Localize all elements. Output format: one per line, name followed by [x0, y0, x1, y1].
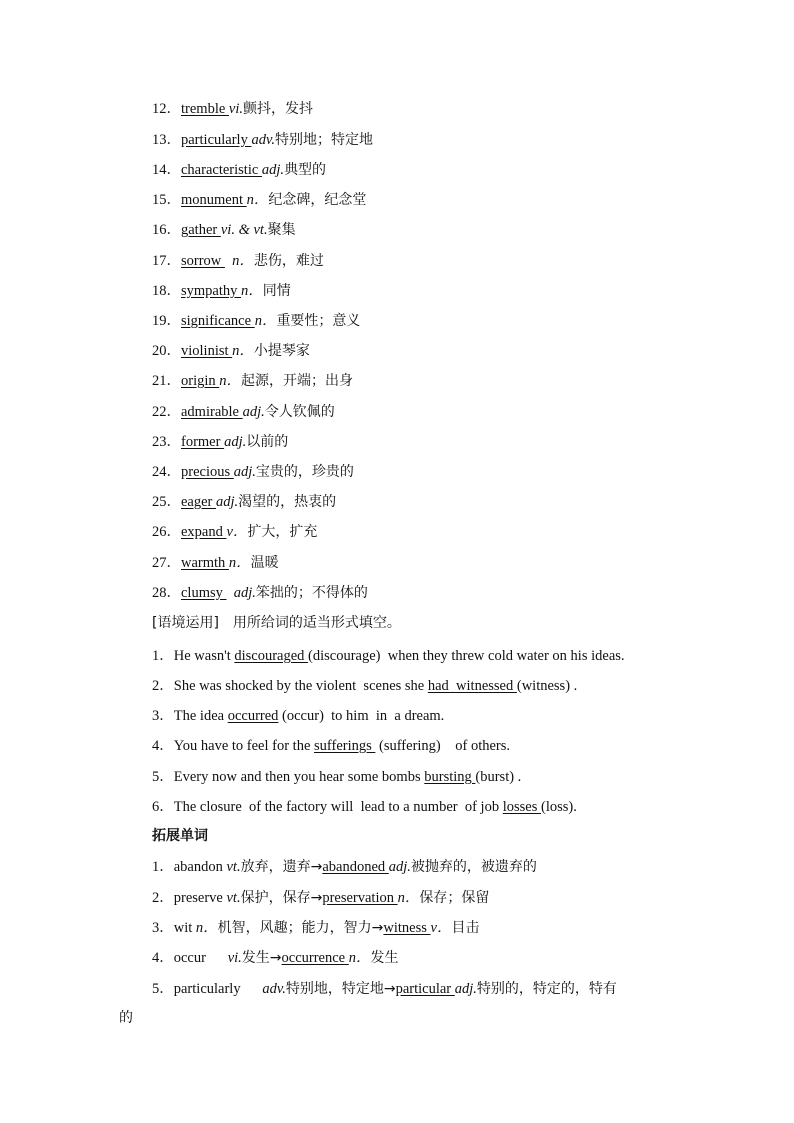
- vocab-item: 20．violinist n．小提琴家: [152, 343, 310, 359]
- vocab-item: 27．warmth n．温暖: [152, 555, 279, 571]
- exercise-item: 4．You have to feel for the sufferings (suffering) of others.: [152, 738, 511, 754]
- exercise-item: 2．She was shocked by the violent scenes she had witnessed (witness) .: [152, 678, 578, 694]
- answer-blank: sufferings: [314, 738, 376, 754]
- exercise-item: 1．He wasn't discouraged (discourage) when they threw cold water on his ideas.: [152, 648, 625, 664]
- expand-item: 2．preserve vt.保护，保存→preservation n．保存；保留: [152, 890, 490, 906]
- answer-blank: occurrence: [281, 950, 349, 966]
- vocab-word: warmth: [181, 555, 229, 571]
- vocab-word: violinist: [181, 343, 233, 359]
- vocab-word: significance: [181, 313, 255, 329]
- vocab-word: tremble: [181, 101, 229, 117]
- vocab-item: 26．expand v．扩大，扩充: [152, 524, 318, 540]
- answer-blank: preservation: [322, 890, 398, 906]
- exercise-item: 5．Every now and then you hear some bombs bursting (burst) .: [152, 769, 522, 785]
- section-heading-context: [语境运用] 用所给词的适当形式填空。: [152, 615, 401, 631]
- answer-blank: losses: [502, 799, 541, 815]
- answer-blank: had witnessed: [427, 678, 517, 694]
- section-heading-expand: 拓展单词: [152, 828, 208, 844]
- vocab-word: origin: [181, 373, 220, 389]
- vocab-word: former: [181, 434, 225, 450]
- vocab-item: 19．significance n．重要性；意义: [152, 313, 361, 329]
- vocab-item: 17．sorrow n．悲伤，难过: [152, 253, 324, 269]
- vocab-word: expand: [181, 524, 227, 540]
- expand-item: 4．occur vi.发生→occurrence n．发生: [152, 950, 399, 966]
- vocab-word: precious: [181, 464, 234, 480]
- vocab-item: 24．precious adj.宝贵的，珍贵的: [152, 464, 354, 480]
- answer-blank: discouraged: [234, 648, 309, 664]
- vocab-item: 22．admirable adj.令人钦佩的: [152, 404, 335, 420]
- vocab-word: characteristic: [181, 162, 262, 178]
- answer-blank: bursting: [424, 769, 476, 785]
- vocab-item: 13．particularly adv.特别地；特定地: [152, 132, 373, 148]
- vocab-word: sympathy: [181, 283, 242, 299]
- vocab-word: gather: [181, 222, 221, 238]
- expand-item: 3．wit n．机智，风趣；能力，智力→witness v．目击: [152, 920, 480, 936]
- vocab-word: sorrow: [181, 253, 225, 269]
- vocab-item: 21．origin n．起源，开端；出身: [152, 373, 354, 389]
- vocab-word: eager: [181, 494, 217, 510]
- answer-blank: occurred: [227, 708, 279, 724]
- exercise-item: 6．The closure of the factory will lead to a number of job losses (loss).: [152, 799, 577, 815]
- vocab-item: 28．clumsy adj.笨拙的；不得体的: [152, 585, 368, 601]
- expand-item-wrap: 的: [119, 1010, 133, 1026]
- answer-blank: particular: [395, 981, 455, 997]
- vocab-word: monument: [181, 192, 247, 208]
- vocab-item: 25．eager adj.渴望的，热衷的: [152, 494, 337, 510]
- answer-blank: witness: [383, 920, 431, 936]
- expand-item: 5．particularly adv.特别地，特定地→particular adj.特别的，特定的，特有: [152, 981, 617, 997]
- expand-item: 1．abandon vt.放弃，遗弃→abandoned adj.被抛弃的，被遗弃的: [152, 859, 537, 875]
- vocab-item: 12．tremble vi.颤抖，发抖: [152, 101, 314, 117]
- vocab-item: 23．former adj.以前的: [152, 434, 289, 450]
- vocab-item: 15．monument n．纪念碑，纪念堂: [152, 192, 367, 208]
- vocab-item: 16．gather vi. & vt.聚集: [152, 222, 296, 238]
- vocab-word: clumsy: [181, 585, 227, 601]
- vocab-word: admirable: [181, 404, 243, 420]
- vocab-item: 14．characteristic adj.典型的: [152, 162, 327, 178]
- vocab-item: 18．sympathy n．同情: [152, 283, 291, 299]
- vocab-word: particularly: [181, 132, 252, 148]
- exercise-item: 3．The idea occurred (occur) to him in a dream.: [152, 708, 445, 724]
- answer-blank: abandoned: [322, 859, 389, 875]
